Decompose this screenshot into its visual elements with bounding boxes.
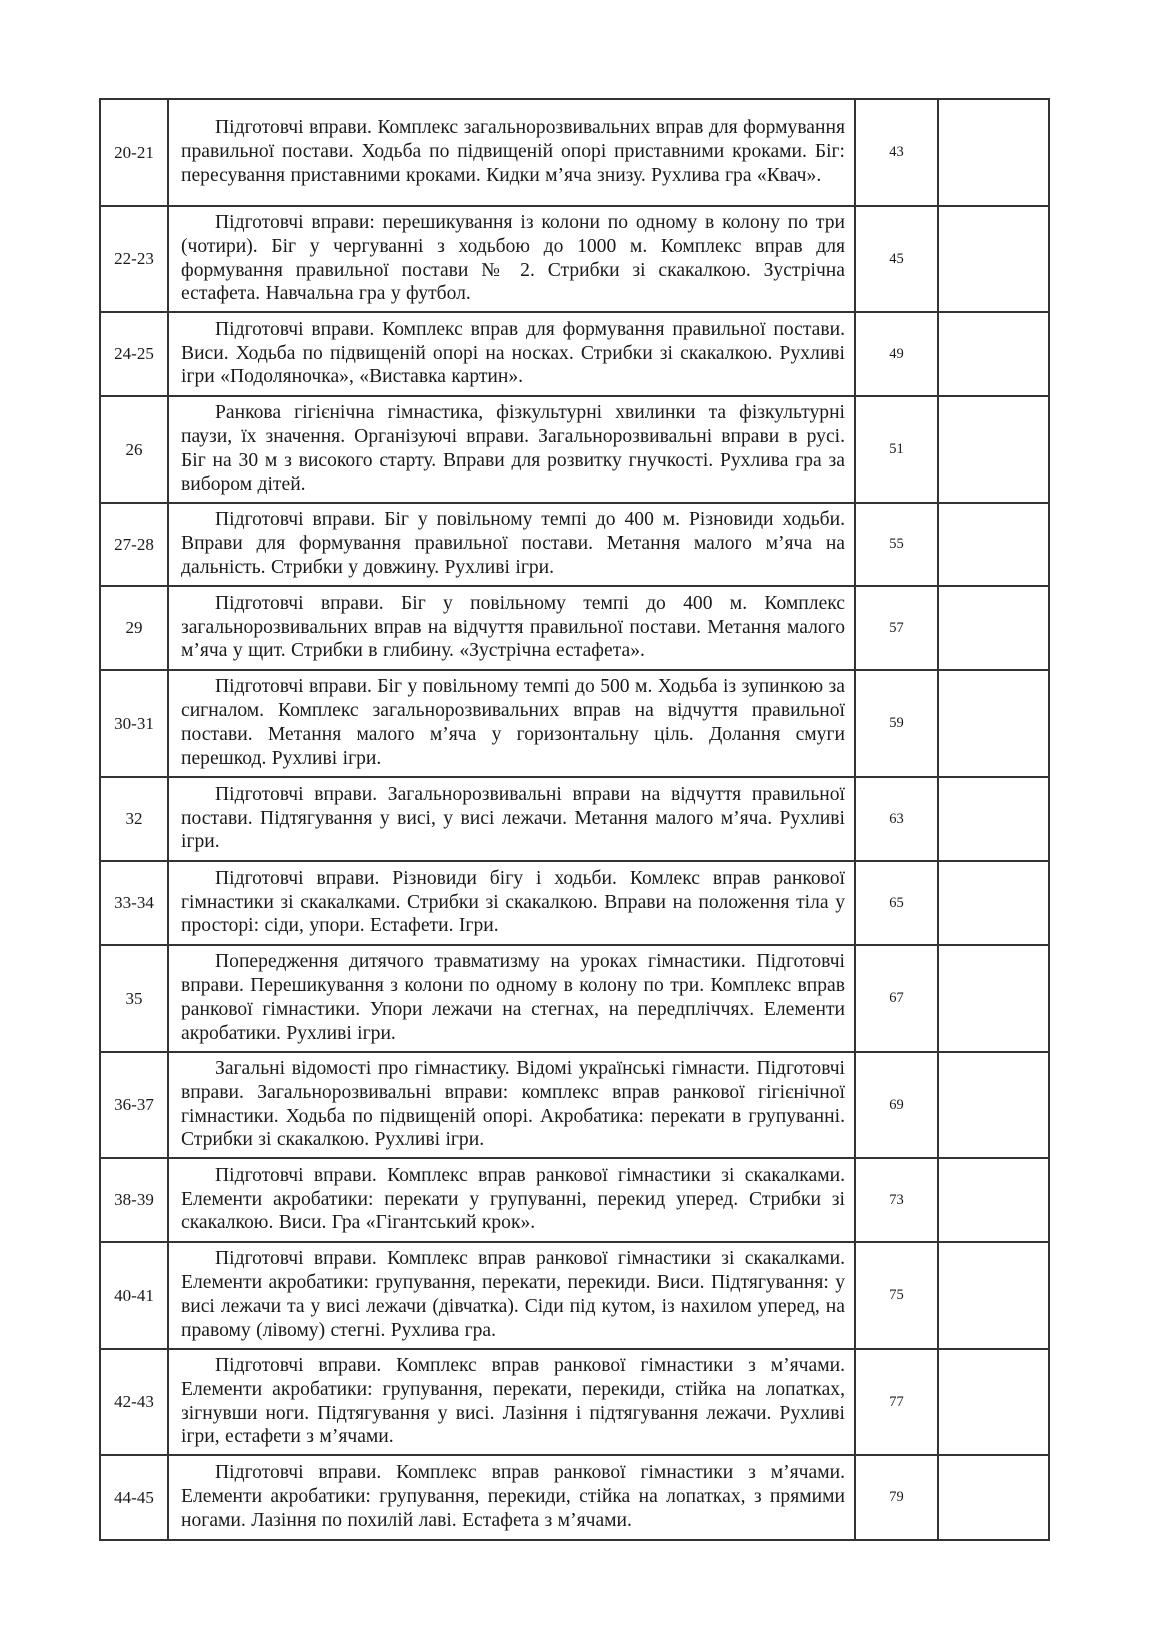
table-row: [100, 206, 1049, 312]
table-row: [100, 99, 1049, 206]
lesson-plan-table: [99, 98, 1050, 1541]
lesson-number: 20-21: [100, 99, 168, 206]
page-number: 45: [855, 206, 938, 312]
lesson-number: 38-39: [100, 1158, 168, 1242]
notes-cell: [938, 1455, 1049, 1540]
table-row: [100, 586, 1049, 670]
table-row: [100, 1242, 1049, 1349]
notes-cell: [938, 586, 1049, 670]
lesson-content: Підготовчі вправи: перешикування із колони по одному в колону по три (чотири). Біг у чергуванні з ходьбою до 1000 м. Комплекс вправ для формування правильної постави № 2. Стрибки зі скакалкою. Зустрічна естафета. Навчальна гра у футбол.: [168, 206, 855, 312]
page-number: 55: [855, 503, 938, 586]
lesson-number: 27-28: [100, 503, 168, 586]
page-number: 49: [855, 312, 938, 396]
notes-cell: [938, 945, 1049, 1052]
notes-cell: [938, 1158, 1049, 1242]
lesson-number: 33-34: [100, 861, 168, 945]
lesson-content: Попередження дитячого травматизму на уроках гімнастики. Підготовчі вправи. Перешикування з колони по одному в колону по три. Комплекс вправ ранкової гімнастики. Упори лежачи на стегнах, на передпліччях. Елементи акробатики. Рухливі ігри.: [168, 945, 855, 1052]
lesson-number: 32: [100, 777, 168, 861]
table-row: [100, 396, 1049, 503]
page-number: 75: [855, 1242, 938, 1349]
page-number: 73: [855, 1158, 938, 1242]
table-row: [100, 503, 1049, 586]
notes-cell: [938, 206, 1049, 312]
lesson-number: 35: [100, 945, 168, 1052]
lesson-number: 44-45: [100, 1455, 168, 1540]
table-row: [100, 1158, 1049, 1242]
lesson-content: Підготовчі вправи. Біг у повільному темпі до 500 м. Ходьба із зупинкою за сигналом. Комплекс загальнорозвивальних вправ на відчуття правильної постави. Метання малого м’яча у горизонтальну ціль. Долання смуги перешкод. Рухливі ігри.: [168, 670, 855, 777]
notes-cell: [938, 861, 1049, 945]
page-number: 65: [855, 861, 938, 945]
notes-cell: [938, 312, 1049, 396]
lesson-content: Підготовчі вправи. Біг у повільному темпі до 400 м. Різновиди ходьби. Вправи для формування правильної постави. Метання малого м’яча на дальність. Стрибки у довжину. Рухливі ігри.: [168, 503, 855, 586]
table-row: [100, 1349, 1049, 1455]
page-number: 43: [855, 99, 938, 206]
notes-cell: [938, 777, 1049, 861]
page-number: 59: [855, 670, 938, 777]
notes-cell: [938, 1242, 1049, 1349]
lesson-content: Підготовчі вправи. Загальнорозвивальні вправи на відчуття правильної постави. Підтягування у висі, у висі лежачи. Метання малого м’яча. Рухливі ігри.: [168, 777, 855, 861]
lesson-content: Підготовчі вправи. Комплекс вправ ранкової гімнастики зі скакалками. Елементи акробатики: групування, перекати, перекиди. Виси. Підтягування: у висі лежачи та у висі лежачи (дівчатка). Сіди під кутом, із нахилом уперед, на правому (лівому) стегні. Рухлива гра.: [168, 1242, 855, 1349]
page-number: 69: [855, 1052, 938, 1158]
lesson-content: Підготовчі вправи. Різновиди бігу і ходьби. Комлекс вправ ранкової гімнастики зі скакалками. Стрибки зі скакалкою. Вправи на положення тіла у просторі: сіди, упори. Естафети. Ігри.: [168, 861, 855, 945]
notes-cell: [938, 503, 1049, 586]
lesson-number: 40-41: [100, 1242, 168, 1349]
page-number: 67: [855, 945, 938, 1052]
page-number: 57: [855, 586, 938, 670]
lesson-content: Ранкова гігієнічна гімнастика, фізкультурні хвилинки та фізкультурні паузи, їх значення. Організуючі вправи. Загальнорозвивальні вправи в русі. Біг на 30 м з високого старту. Вправи для розвитку гнучкості. Рухлива гра за вибором дітей.: [168, 396, 855, 503]
notes-cell: [938, 670, 1049, 777]
table-row: [100, 670, 1049, 777]
lesson-number: 36-37: [100, 1052, 168, 1158]
notes-cell: [938, 396, 1049, 503]
lesson-number: 26: [100, 396, 168, 503]
lesson-content: Підготовчі вправи. Комплекс вправ ранкової гімнастики зі скакалками. Елементи акробатики: перекати у групуванні, перекид уперед. Стрибки зі скакалкою. Виси. Гра «Гігантський крок».: [168, 1158, 855, 1242]
lesson-number: 29: [100, 586, 168, 670]
lesson-content: Підготовчі вправи. Комплекс вправ для формування правильної постави. Виси. Ходьба по підвищеній опорі на носках. Стрибки зі скакалкою. Рухливі ігри «Подоляночка», «Виставка картин».: [168, 312, 855, 396]
lesson-content: Підготовчі вправи. Біг у повільному темпі до 400 м. Комплекс загальнорозвивальних вправ на відчуття правильної постави. Метання малого м’яча у щит. Стрибки в глибину. «Зустрічна естафета».: [168, 586, 855, 670]
lesson-number: 30-31: [100, 670, 168, 777]
table-row: [100, 1455, 1049, 1540]
lesson-content: Підготовчі вправи. Комплекс загальнорозвивальних вправ для формування правильної постави. Ходьба по підвищеній опорі приставними кроками. Біг: пересування приставними кроками. Кидки м’яча знизу. Рухлива гра «Квач».: [168, 99, 855, 206]
table-row: [100, 861, 1049, 945]
table-row: [100, 312, 1049, 396]
notes-cell: [938, 1052, 1049, 1158]
table-row: [100, 777, 1049, 861]
table-row: [100, 945, 1049, 1052]
notes-cell: [938, 1349, 1049, 1455]
lesson-number: 24-25: [100, 312, 168, 396]
lesson-number: 22-23: [100, 206, 168, 312]
page-number: 79: [855, 1455, 938, 1540]
lesson-content: Підготовчі вправи. Комплекс вправ ранкової гімнастики з м’ячами. Елементи акробатики: групування, перекати, перекиди, стійка на лопатках, зігнувши ноги. Підтягування у висі. Лазіння і підтягування лежачи. Рухливі ігри, естафети з м’ячами.: [168, 1349, 855, 1455]
lesson-number: 42-43: [100, 1349, 168, 1455]
lesson-content: Підготовчі вправи. Комплекс вправ ранкової гімнастики з м’ячами. Елементи акробатики: групування, перекиди, стійка на лопатках, з прямими ногами. Лазіння по похилій лаві. Естафета з м’ячами.: [168, 1455, 855, 1540]
page-number: 51: [855, 396, 938, 503]
lesson-content: Загальні відомості про гімнастику. Відомі українські гімнасти. Підготовчі вправи. Загальнорозвивальні вправи: комплекс вправ ранкової гігієнічної гімнастики. Ходьба по підвищеній опорі. Акробатика: перекати в групуванні. Стрибки зі скакалкою. Рухливі ігри.: [168, 1052, 855, 1158]
table-row: [100, 1052, 1049, 1158]
page-number: 77: [855, 1349, 938, 1455]
notes-cell: [938, 99, 1049, 206]
page-number: 63: [855, 777, 938, 861]
